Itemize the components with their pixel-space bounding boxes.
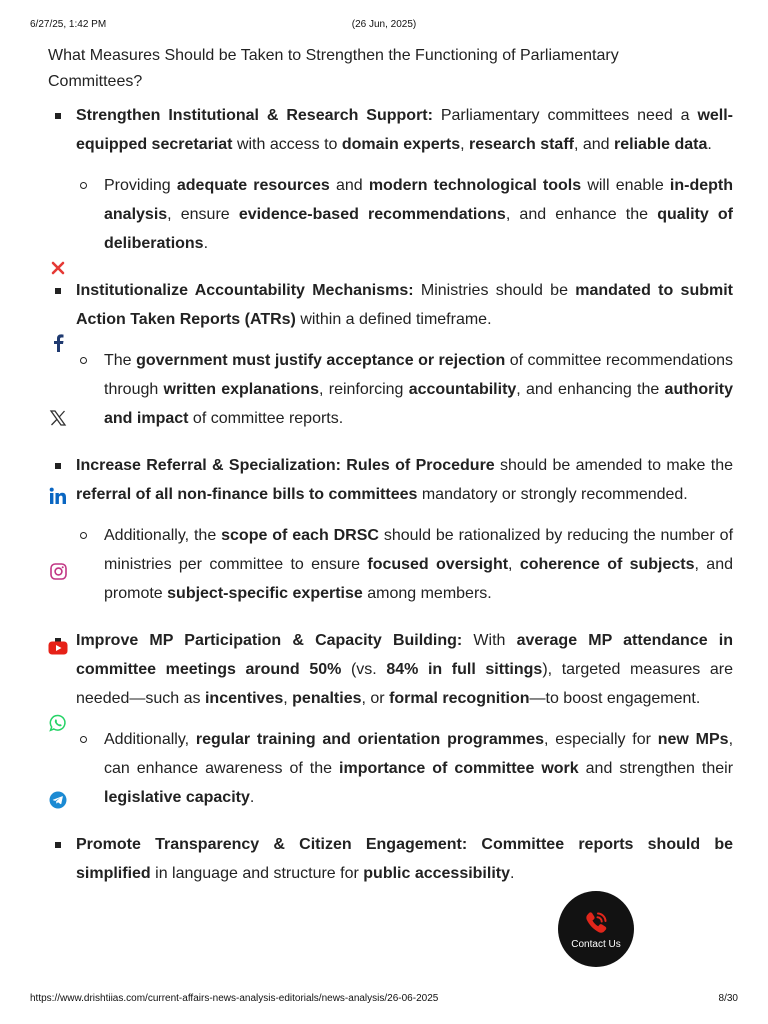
body-text: among members.: [362, 585, 492, 602]
body-text: , and enhance the: [505, 206, 658, 223]
body-text: , can enhance awareness of the: [104, 731, 734, 777]
body-text: Ministries should be: [413, 282, 576, 299]
measure-paragraph: [76, 451, 733, 509]
bold-text: formal recognition: [389, 690, 530, 707]
body-text: mandatory or strongly recommended.: [417, 486, 688, 503]
bold-text: coherence of subjects: [519, 556, 695, 573]
sub-point-item: [76, 725, 733, 812]
body-text: Additionally, the: [104, 527, 222, 544]
bold-text: quality of deliberations: [104, 206, 733, 252]
whatsapp-icon: [49, 714, 67, 732]
bold-text: Strengthen Institutional & Research Support:: [76, 107, 433, 124]
bold-text: well-equipped secretariat: [76, 107, 733, 153]
close-icon: [51, 261, 65, 275]
telegram-icon: [49, 791, 67, 809]
body-text: .: [707, 136, 712, 153]
body-text: ,: [508, 556, 520, 573]
sub-point-item: [76, 171, 733, 258]
body-text: of committee reports.: [188, 410, 344, 427]
bold-text: reliable data: [614, 136, 708, 153]
bold-text: government must justify acceptance or rejection: [136, 352, 506, 369]
article-content: [48, 47, 734, 900]
measure-item: [48, 626, 733, 812]
body-text: , reinforcing: [319, 381, 409, 398]
print-title: (26 Jun, 2025): [351, 19, 417, 30]
bold-text: importance of committee work: [339, 760, 579, 777]
instagram-share-button[interactable]: [44, 557, 72, 585]
bold-text: adequate resources: [176, 177, 330, 194]
sub-point-item: [76, 346, 733, 433]
measure-item: [48, 451, 733, 608]
measure-item: [48, 830, 733, 888]
bold-text: referral of all non-finance bills to committees: [76, 486, 418, 503]
measure-paragraph: [76, 276, 733, 334]
body-text: .: [249, 789, 255, 806]
bold-text: average MP attendance in committee meetings around 50%: [76, 632, 734, 678]
instagram-icon: [50, 563, 67, 580]
close-share-button[interactable]: [44, 254, 72, 282]
linkedin-share-button[interactable]: [44, 482, 72, 510]
bold-text: focused oversight: [367, 556, 509, 573]
bold-text: Increase Referral & Specialization: Rules of Procedure: [76, 457, 495, 474]
print-datetime: 6/27/25, 1:42 PM: [30, 19, 107, 30]
measure-paragraph: [76, 626, 733, 713]
body-text: The: [104, 352, 137, 369]
sub-point-list: [76, 171, 733, 258]
telegram-share-button[interactable]: [44, 786, 72, 814]
bold-text: Institutionalize Accountability Mechanisms:: [76, 282, 414, 299]
measures-list: [48, 101, 733, 888]
body-text: should be amended to make the: [494, 457, 734, 474]
bold-text: penalties: [292, 690, 362, 707]
body-text: , ensure: [167, 206, 239, 223]
bold-text: evidence-based recommendations: [238, 206, 506, 223]
body-text: With: [462, 632, 517, 649]
bold-text: legislative capacity: [104, 789, 250, 806]
bold-text: in-depth analysis: [104, 177, 734, 223]
bold-text: public accessibility: [363, 865, 510, 882]
section-heading: [48, 47, 733, 95]
bold-text: accountability: [408, 381, 517, 398]
bold-text: modern technological tools: [368, 177, 582, 194]
bold-text: subject-specific expertise: [167, 585, 363, 602]
body-text: and: [329, 177, 369, 194]
body-text: of committee recommendations through: [104, 352, 734, 398]
facebook-icon: [52, 334, 64, 352]
section-heading-line1: What Measures Should be Taken to Strengthen the Functioning of Parliamentary: [48, 47, 619, 64]
bold-text: authority and impact: [104, 381, 733, 427]
contact-us-label: Contact Us: [571, 938, 621, 950]
print-page-number: 8/30: [718, 993, 738, 1004]
bold-text: written explanations: [163, 381, 320, 398]
body-text: and strengthen their: [578, 760, 734, 777]
bold-text: Improve MP Participation & Capacity Building:: [76, 632, 463, 649]
body-text: , and: [573, 136, 615, 153]
body-text: in language and structure for: [150, 865, 364, 882]
sub-point-item: [76, 521, 733, 608]
body-text: within a defined timeframe.: [295, 311, 492, 328]
body-text: .: [203, 235, 209, 252]
bold-text: regular training and orientation programmes: [195, 731, 544, 748]
body-text: should be rationalized by reducing the number of ministries per committee to ensure: [104, 527, 734, 573]
body-text: Additionally,: [104, 731, 196, 748]
body-text: , and enhancing the: [516, 381, 665, 398]
sub-point-list: [76, 521, 733, 608]
measure-item: [48, 101, 733, 258]
linkedin-icon: [49, 487, 67, 505]
body-text: with access to: [232, 136, 342, 153]
body-text: will enable: [581, 177, 670, 194]
sub-point-list: [76, 725, 733, 812]
body-text: ), targeted measures are needed—such as: [76, 661, 734, 707]
x-twitter-icon: [50, 410, 66, 426]
contact-us-button[interactable]: [558, 891, 634, 967]
body-text: ,: [283, 690, 293, 707]
bold-text: domain experts: [341, 136, 461, 153]
body-text: ,: [460, 136, 470, 153]
facebook-share-button[interactable]: [44, 329, 72, 357]
body-text: (vs.: [341, 661, 387, 678]
bold-text: incentives: [204, 690, 284, 707]
measure-paragraph: [76, 101, 733, 159]
body-text: , especially for: [544, 731, 658, 748]
bold-text: scope of each DRSC: [221, 527, 379, 544]
bold-text: new MPs: [657, 731, 729, 748]
phone-icon: [582, 909, 610, 937]
measure-paragraph: [76, 830, 733, 888]
body-text: Providing: [104, 177, 177, 194]
body-text: , or: [361, 690, 390, 707]
youtube-share-button[interactable]: [44, 634, 72, 662]
body-text: .: [510, 865, 515, 882]
body-text: , and promote: [104, 556, 733, 602]
section-heading-line2: Committees?: [48, 73, 143, 90]
sub-point-list: [76, 346, 733, 433]
body-text: Parliamentary committees need a: [432, 107, 698, 124]
print-url: https://www.drishtiias.com/current-affairs-news-analysis-editorials/news-analysis/26-06-2025: [30, 993, 439, 1004]
youtube-icon: [48, 641, 68, 655]
bold-text: Promote Transparency & Citizen Engagement: Committee reports should be simplified: [76, 836, 733, 882]
bold-text: mandated to submit Action Taken Reports (ATRs): [76, 282, 733, 328]
bold-text: research staff: [469, 136, 574, 153]
x-share-button[interactable]: [44, 404, 72, 432]
body-text: —to boost engagement.: [529, 690, 701, 707]
measure-item: [48, 276, 733, 433]
bold-text: 84% in full sittings: [386, 661, 543, 678]
whatsapp-share-button[interactable]: [44, 709, 72, 737]
